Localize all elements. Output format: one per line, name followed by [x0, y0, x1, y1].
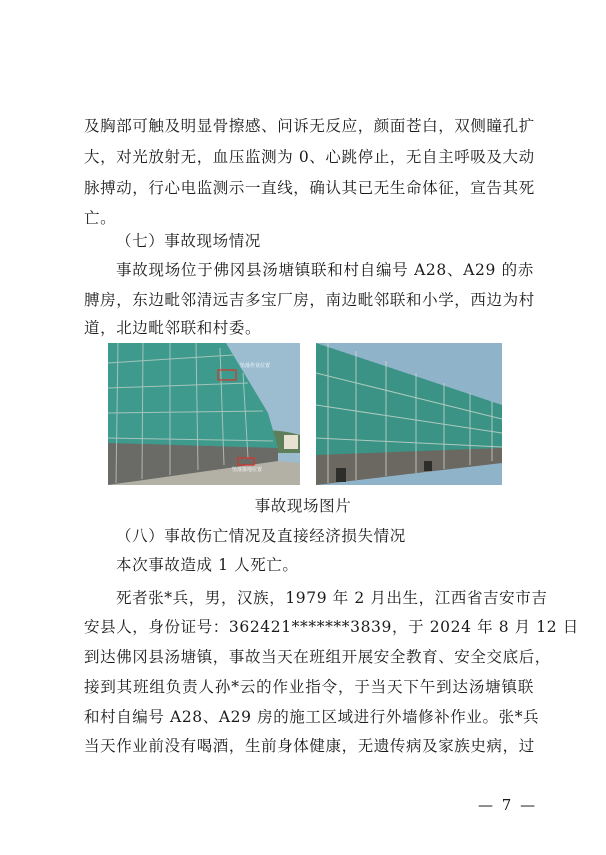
photo-label-bottom: 坠落接地位置 [232, 467, 263, 473]
paragraph-line: 到达佛冈县汤塘镇，事故当天在班组开展安全教育、安全交底后， [84, 648, 551, 666]
section-heading-8: （八）事故伤亡情况及直接经济损失情况 [116, 527, 406, 545]
paragraph-line: 脉搏动，行心电监测示一直线，确认其已无生命体征，宣告其死 [84, 179, 535, 197]
paragraph-line: 亡。 [84, 209, 117, 227]
paragraph-line: 和村自编号 A28、A29 房的施工区域进行外墙修补作业。张*兵 [84, 708, 540, 726]
photo-label-top: 坠落作业位置 [240, 363, 271, 369]
paragraph-line: 事故现场位于佛冈县汤塘镇联和村自编号 A28、A29 的赤 [116, 261, 534, 279]
paragraph-line: 及胸部可触及明显骨擦感、问诉无反应，颜面苍白，双侧瞳孔扩 [84, 117, 535, 135]
accident-scene-photo-right [316, 343, 502, 485]
paragraph-line: 膊房，东边毗邻清远吉多宝厂房，南边毗邻联和小学，西边为村 [84, 291, 535, 309]
paragraph-line: 本次事故造成 1 人死亡。 [116, 556, 299, 574]
paragraph-line: 大，对光放射无，血压监测为 0、心跳停止，无自主呼吸及大动 [84, 148, 535, 166]
paragraph-line: 当天作业前没有喝酒，生前身体健康，无遗传病及家族史病，过 [84, 737, 535, 755]
paragraph-line: 道，北边毗邻联和村委。 [84, 319, 262, 337]
paragraph-line: 接到其班组负责人孙*云的作业指令，于当天下午到达汤塘镇联 [84, 678, 534, 696]
photo-caption: 事故现场图片 [254, 497, 352, 515]
section-heading-7: （七）事故现场情况 [116, 232, 261, 250]
accident-scene-photo-left [108, 343, 300, 485]
paragraph-line: 死者张*兵，男，汉族，1979 年 2 月出生，江西省吉安市吉 [116, 589, 548, 607]
page-number: — 7 — [478, 796, 538, 814]
paragraph-line: 安县人，身份证号：362421*******3839，于 2024 年 8 月 12 日 [84, 618, 579, 636]
